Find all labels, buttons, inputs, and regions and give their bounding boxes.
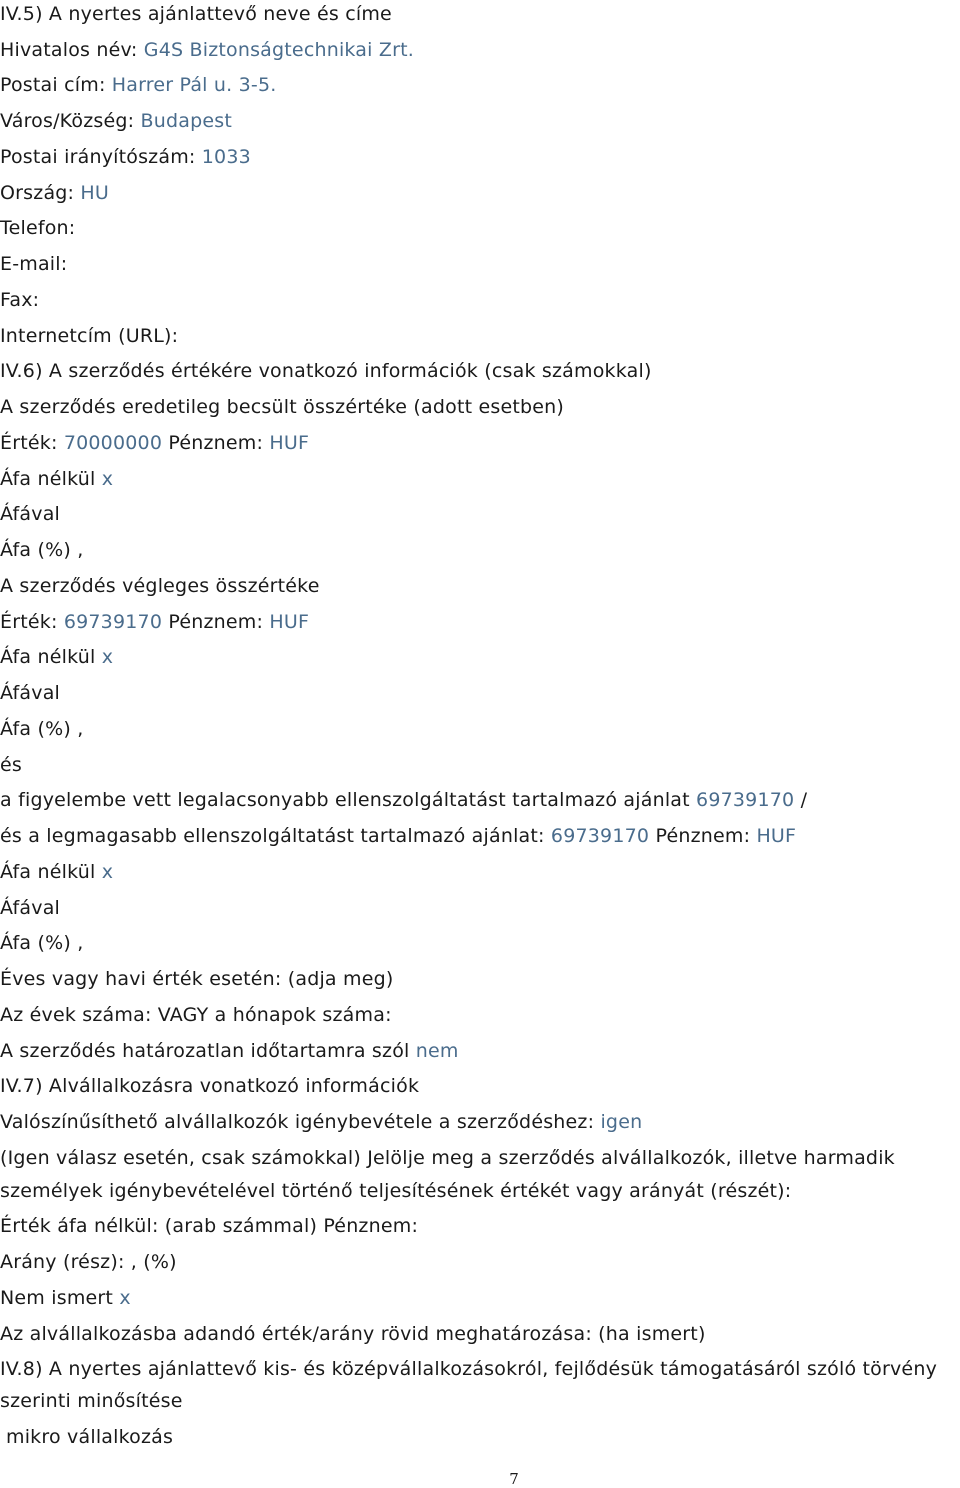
page-number: 7 xyxy=(509,1470,519,1488)
text-fragment: Ország: xyxy=(0,182,81,204)
text-fragment: Áfa (%) , xyxy=(0,932,84,954)
final-value: 69739170 xyxy=(63,611,163,633)
text-fragment: IV.6) A szerződés értékére vonatkozó információk (csak számokkal) xyxy=(0,360,652,382)
section-iv8-line-2 xyxy=(0,1389,183,1413)
if-yes-line-2 xyxy=(0,1179,791,1203)
and-row xyxy=(0,753,22,777)
text-fragment: A szerződés eredetileg becsült összértéke (adott esetben) xyxy=(0,396,565,418)
subcontract-desc-row xyxy=(0,1322,706,1346)
vat-percent-row-1 xyxy=(0,538,83,562)
final-value-row xyxy=(0,610,309,634)
vat-excluded-row-3 xyxy=(0,860,113,884)
email-row xyxy=(0,252,67,276)
vat-excluded-row-2 xyxy=(0,645,113,669)
indefinite-value: nem xyxy=(415,1040,459,1062)
text-fragment: a figyelembe vett legalacsonyabb ellenszolgáltatást tartalmazó ajánlat xyxy=(0,789,697,811)
vat-included-row-1 xyxy=(0,502,60,526)
estimated-value-row xyxy=(0,431,309,455)
highest-currency: HUF xyxy=(756,825,797,847)
city-value: Budapest xyxy=(140,110,232,132)
text-fragment: Az alvállalkozásba adandó érték/arány rövid meghatározása: (ha ismert) xyxy=(0,1323,706,1345)
estimated-currency: HUF xyxy=(269,432,310,454)
value-no-vat-row xyxy=(0,1214,418,1238)
text-fragment: Nem ismert xyxy=(0,1287,120,1309)
vat-included-row-3 xyxy=(0,896,60,920)
ratio-row xyxy=(0,1250,177,1274)
vat-percent-row-2 xyxy=(0,717,83,741)
section-iv8-line-1 xyxy=(0,1357,937,1381)
years-months-row xyxy=(0,1003,392,1027)
text-fragment: IV.5) A nyertes ajánlattevő neve és címe xyxy=(0,3,392,25)
text-fragment: Pénznem: xyxy=(162,432,270,454)
lowest-offer-value: 69739170 xyxy=(696,789,795,811)
text-fragment: Arány (rész): , (%) xyxy=(0,1251,177,1273)
text-fragment: A szerződés végleges összértéke xyxy=(0,575,320,597)
highest-offer-row xyxy=(0,824,796,848)
indefinite-row xyxy=(0,1039,459,1063)
text-fragment: Az évek száma: VAGY a hónapok száma: xyxy=(0,1004,392,1026)
vat-excluded-row-1 xyxy=(0,467,113,491)
section-iv7-title xyxy=(0,1074,419,1098)
text-fragment: mikro vállalkozás xyxy=(6,1426,174,1448)
official-name-row xyxy=(0,38,414,62)
text-fragment: és xyxy=(0,754,22,776)
check-mark: x xyxy=(101,861,114,883)
text-fragment: Áfa (%) , xyxy=(0,718,84,740)
phone-row xyxy=(0,216,75,240)
text-fragment: Hivatalos név: xyxy=(0,39,144,61)
annual-monthly-row xyxy=(0,967,394,991)
postal-address-value: Harrer Pál u. 3-5. xyxy=(111,74,277,96)
text-fragment: Pénznem: xyxy=(649,825,757,847)
text-fragment: / xyxy=(794,789,808,811)
text-fragment: A szerződés határozatlan időtartamra szól xyxy=(0,1040,416,1062)
fax-row xyxy=(0,288,39,312)
text-fragment: Valószínűsíthető alvállalkozók igénybevétele a szerződéshez: xyxy=(0,1111,601,1133)
text-fragment: E-mail: xyxy=(0,253,68,275)
text-fragment: IV.7) Alvállalkozásra vonatkozó információk xyxy=(0,1075,420,1097)
text-fragment: Áfával xyxy=(0,503,61,525)
postal-code-row xyxy=(0,145,251,169)
final-currency: HUF xyxy=(269,611,310,633)
postal-address-row xyxy=(0,73,277,97)
text-fragment: IV.8) A nyertes ajánlattevő kis- és középvállalkozásokról, fejlődésük támogatásáról szóló törvény xyxy=(0,1358,938,1380)
text-fragment: Internetcím (URL): xyxy=(0,325,179,347)
final-total-title xyxy=(0,574,320,598)
if-yes-line-1 xyxy=(0,1146,895,1170)
check-mark: x xyxy=(119,1287,131,1309)
text-fragment: Fax: xyxy=(0,289,40,311)
sme-classification xyxy=(6,1425,173,1449)
vat-included-row-2 xyxy=(0,681,60,705)
text-fragment: és a legmagasabb ellenszolgáltatást tartalmazó ajánlat: xyxy=(0,825,551,847)
text-fragment: Áfa nélkül xyxy=(0,468,102,490)
country-value: HU xyxy=(80,182,109,204)
text-fragment: Érték: xyxy=(0,432,64,454)
text-fragment: Áfával xyxy=(0,897,61,919)
text-fragment: Érték áfa nélkül: (arab számmal) Pénznem: xyxy=(0,1215,419,1237)
check-mark: x xyxy=(101,646,114,668)
text-fragment: Érték: xyxy=(0,611,64,633)
text-fragment: személyek igénybevételével történő teljesítésének értékét vagy arányát (részét): xyxy=(0,1180,792,1202)
text-fragment: Éves vagy havi érték esetén: (adja meg) xyxy=(0,968,394,990)
lowest-offer-row xyxy=(0,788,807,812)
text-fragment: Áfa nélkül xyxy=(0,861,102,883)
check-mark: x xyxy=(101,468,114,490)
text-fragment: Áfával xyxy=(0,682,61,704)
section-iv6-title xyxy=(0,359,652,383)
official-name-value: G4S Biztonságtechnikai Zrt. xyxy=(143,39,414,61)
text-fragment: Pénznem: xyxy=(162,611,270,633)
text-fragment: Áfa nélkül xyxy=(0,646,102,668)
section-iv5-title xyxy=(0,2,392,26)
text-fragment: Város/Község: xyxy=(0,110,141,132)
url-row xyxy=(0,324,178,348)
unknown-row xyxy=(0,1286,131,1310)
text-fragment: Telefon: xyxy=(0,217,76,239)
highest-offer-value: 69739170 xyxy=(550,825,650,847)
subcontracting-value: igen xyxy=(600,1111,643,1133)
text-fragment: Áfa (%) , xyxy=(0,539,84,561)
city-row xyxy=(0,109,232,133)
estimated-value: 70000000 xyxy=(63,432,163,454)
country-row xyxy=(0,181,109,205)
estimated-total-title xyxy=(0,395,564,419)
text-fragment: szerinti minősítése xyxy=(0,1390,183,1412)
subcontracting-row xyxy=(0,1110,642,1134)
vat-percent-row-3 xyxy=(0,931,83,955)
postal-code-value: 1033 xyxy=(201,146,251,168)
text-fragment: Postai irányítószám: xyxy=(0,146,202,168)
text-fragment: (Igen válasz esetén, csak számokkal) Jelölje meg a szerződés alvállalkozók, illetve harmadik xyxy=(0,1147,895,1169)
text-fragment: Postai cím: xyxy=(0,74,112,96)
